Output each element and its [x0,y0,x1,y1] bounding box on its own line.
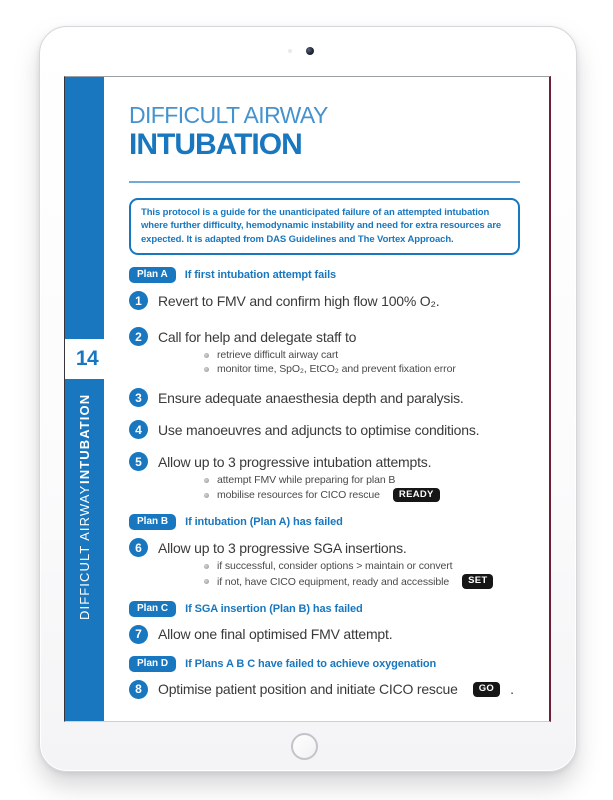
step-2-text: Call for help and delegate staff to [158,328,357,345]
plan-c-header [129,601,520,617]
list-item [204,574,520,588]
list-item [204,560,520,572]
plan-c-badge: Plan C [129,601,176,617]
sidebar-title-regular: DIFFICULT AIRWAY [77,484,92,620]
bullet-dot-icon [204,493,209,498]
title-divider [129,181,520,183]
list-item [204,349,520,361]
tablet-screen[interactable] [64,76,551,722]
step-8-text: Optimise patient position and initiate CICO rescue [158,681,458,698]
set-status-badge: SET [462,574,493,588]
bullet-text: monitor time, SpO₂, EtCO₂ and prevent fixation error [217,363,456,376]
bullet-text: retrieve difficult airway cart [217,349,339,362]
plan-d-condition: If Plans A B C have failed to achieve oxygenation [185,657,437,670]
plan-a-condition: If first intubation attempt fails [184,269,337,282]
bullet-text: attempt FMV while preparing for plan B [217,474,396,487]
page-title: INTUBATION [129,128,302,162]
step-7-number: 7 [129,625,148,644]
step-4-number: 4 [129,420,148,439]
step-6 [129,538,520,557]
plan-b-header [129,514,520,530]
page-number-box [65,339,104,379]
go-status-badge: GO [473,682,500,696]
step-4-text: Use manoeuvres and adjuncts to optimise conditions. [158,421,480,438]
step-6-bullets [204,560,520,588]
sidebar-title-bold: INTUBATION [77,394,92,485]
plan-b-badge: Plan B [129,514,176,530]
bullet-text: mobilise resources for CICO rescue [217,489,380,502]
step-2 [129,327,520,346]
bullet-text: if not, have CICO equipment, ready and accessible [217,575,450,588]
bullet-dot-icon [204,579,209,584]
step-1-text: Revert to FMV and confirm high flow 100% O₂. [158,292,440,309]
step-5 [129,452,520,471]
step-8 [129,680,520,699]
list-item [204,488,520,502]
step-5-bullets [204,474,520,502]
plan-d-badge: Plan D [129,656,176,672]
step-3 [129,388,520,407]
sidebar-vertical-title [65,385,104,629]
bullet-dot-icon [204,478,209,483]
ambient-sensor-icon [288,49,292,53]
plan-d-header [129,656,520,672]
step-5-number: 5 [129,452,148,471]
protocol-intro-box: This protocol is a guide for the unanticipated failure of an attempted intubation where further difficulty, hemodynamic instability and need for extra resources are expected. It is adapted from DAS Guidelines and The Vortex Approach. [129,198,520,255]
bullet-dot-icon [204,353,209,358]
plan-b-condition: If intubation (Plan A) has failed [185,516,343,529]
step-6-text: Allow up to 3 progressive SGA insertions. [158,539,407,556]
step-3-text: Ensure adequate anaesthesia depth and paralysis. [158,389,464,406]
doc-category-title: DIFFICULT AIRWAY [129,102,328,128]
bullet-dot-icon [204,367,209,372]
step-4 [129,420,520,439]
step-6-number: 6 [129,538,148,557]
step-3-number: 3 [129,388,148,407]
step-7-text: Allow one final optimised FMV attempt. [158,626,393,643]
ready-status-badge: READY [393,488,440,502]
list-item [204,474,520,486]
bullet-dot-icon [204,564,209,569]
step-8-number: 8 [129,680,148,699]
plan-a-header [129,267,520,283]
step-2-number: 2 [129,327,148,346]
front-camera-icon [306,47,314,55]
tablet-device-frame [39,26,577,772]
page-number: 14 [75,347,99,370]
step-7 [129,625,520,644]
list-item [204,363,520,375]
step-1-number: 1 [129,291,148,310]
plan-c-condition: If SGA insertion (Plan B) has failed [185,602,363,615]
step-5-text: Allow up to 3 progressive intubation attempts. [158,453,432,470]
step-2-bullets [204,349,520,375]
home-button[interactable] [291,733,318,760]
document-page [104,77,549,721]
step-1 [129,291,520,310]
step-8-suffix: . [510,681,514,698]
sidebar-rail [65,77,104,721]
plan-a-badge: Plan A [129,267,176,283]
bullet-text: if successful, consider options > maintain or convert [217,560,453,573]
